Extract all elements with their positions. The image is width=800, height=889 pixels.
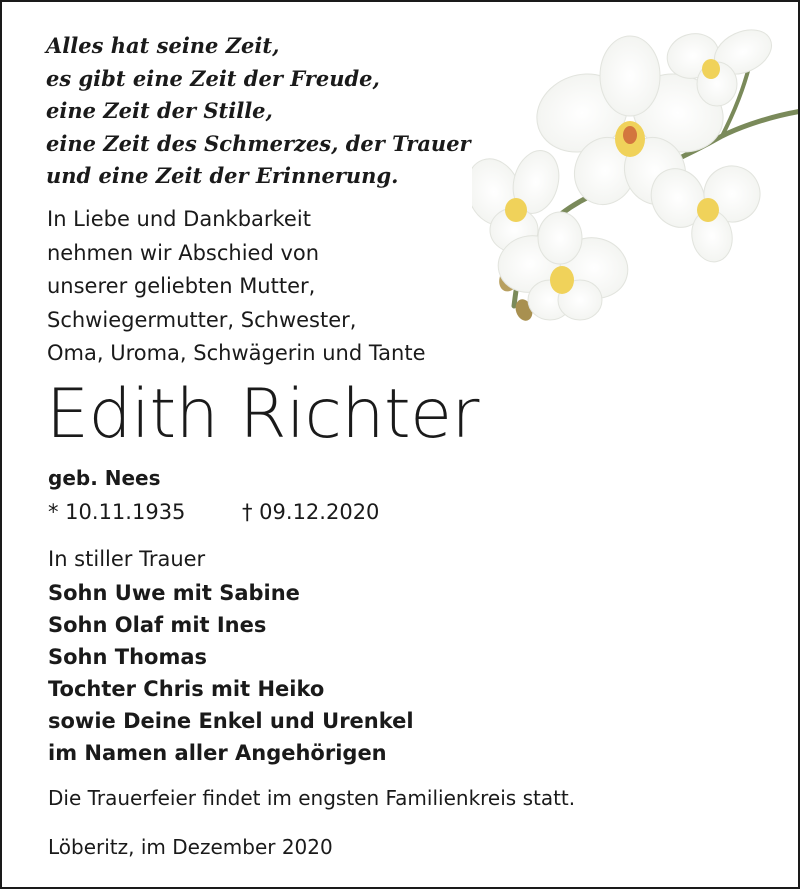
deceased-name: Edith Richter bbox=[46, 375, 479, 454]
place-date: Löberitz, im Dezember 2020 bbox=[48, 835, 333, 859]
orchid-image bbox=[472, 16, 800, 326]
mourner-line: Tochter Chris mit Heiko bbox=[48, 677, 325, 701]
life-dates bbox=[48, 500, 380, 524]
mourner-line: im Namen aller Angehörigen bbox=[48, 741, 387, 765]
poem-line: Alles hat seine Zeit, bbox=[46, 33, 280, 58]
mourner-line: Sohn Olaf mit Ines bbox=[48, 613, 267, 637]
intro-line: Oma, Uroma, Schwägerin und Tante bbox=[47, 341, 426, 365]
mourner-line: sowie Deine Enkel und Urenkel bbox=[48, 709, 414, 733]
intro-line: Schwiegermutter, Schwester, bbox=[47, 307, 357, 332]
poem-line: eine Zeit des Schmerzes, der Trauer bbox=[46, 130, 471, 156]
poem-line: es gibt eine Zeit der Freude, bbox=[46, 65, 380, 91]
poem-line: eine Zeit der Stille, bbox=[46, 98, 273, 123]
intro-text bbox=[47, 203, 426, 371]
mourners-list bbox=[48, 577, 414, 769]
birth-date: * 10.11.1935 bbox=[48, 500, 186, 524]
mourner-line: Sohn Uwe mit Sabine bbox=[48, 581, 300, 605]
poem bbox=[46, 30, 471, 193]
birth-name: geb. Nees bbox=[48, 466, 161, 490]
mourner-line: Sohn Thomas bbox=[48, 645, 208, 669]
intro-line: nehmen wir Abschied von bbox=[47, 240, 320, 265]
mourners-intro: In stiller Trauer bbox=[48, 547, 206, 571]
poem-line: und eine Zeit der Erinnerung. bbox=[46, 163, 399, 188]
service-note: Die Trauerfeier findet im engsten Familienkreis statt. bbox=[48, 786, 576, 810]
intro-line: unserer geliebten Mutter, bbox=[47, 274, 316, 298]
intro-line: In Liebe und Dankbarkeit bbox=[47, 207, 311, 231]
death-date: † 09.12.2020 bbox=[242, 500, 380, 524]
